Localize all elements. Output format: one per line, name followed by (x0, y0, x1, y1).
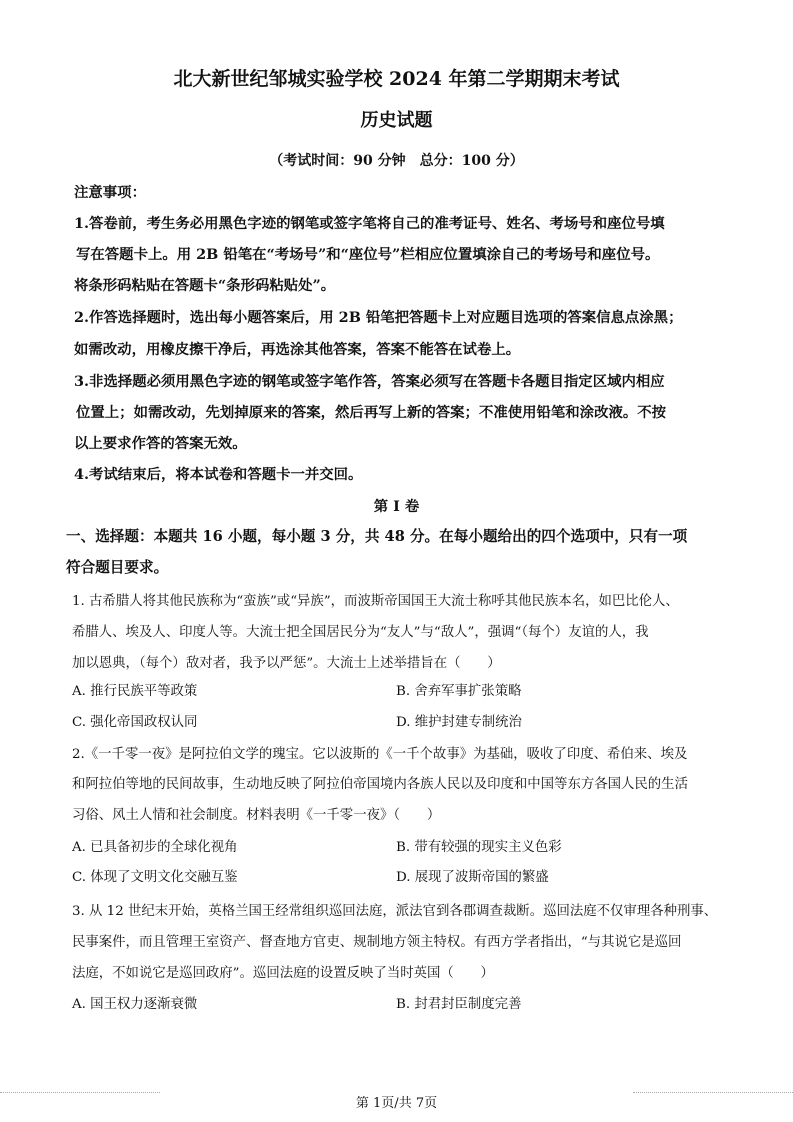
section-heading: 一、选择题：本题共 16 小题，每小题 3 分，共 48 分。在每小题给出的四个选项中，只有一项 (66, 528, 688, 545)
question-text: 和阿拉伯等地的民间故事，生动地反映了阿拉伯帝国境内各族人民以及印度和中国等东方各国人民的生活 (72, 777, 688, 792)
option-a: A. 推行民族平等政策 (72, 684, 198, 699)
notice-heading: 注意事项： (74, 184, 146, 201)
question-text: 2.《一千零一夜》是阿拉伯文学的瑰宝。它以波斯的《一千个故事》为基础，吸收了印度、希伯来、埃及 (72, 747, 688, 762)
exam-info: （考试时间：90 分钟 总分：100 分） (269, 153, 524, 169)
notice-line: 2.作答选择题时，选出每小题答案后，用 2B 铅笔把答题卡上对应题目选项的答案信息点涂黑； (74, 309, 683, 326)
option-c: C. 体现了文明文化交融互鉴 (72, 870, 238, 885)
notice-line: 将条形码粘贴在答题卡“条形码粘贴处”。 (74, 277, 336, 294)
notice-line: 1.答卷前，考生务必用黑色字迹的钢笔或签字笔将自己的准考证号、姓名、考场号和座位号填 (74, 215, 665, 232)
section-heading: 符合题目要求。 (66, 559, 169, 576)
option-d: D. 维护封建专制统治 (396, 715, 522, 730)
question-text: 1. 古希腊人将其他民族称为“蛮族”或“异族”，而波斯帝国国王大流士称呼其他民族本名，如巴比伦人、 (72, 594, 679, 609)
notice-line: 4.考试结束后，将本试卷和答题卡一并交回。 (74, 466, 363, 483)
page-number: 第 1页/共 7页 (355, 1096, 438, 1111)
question-text: 3. 从 12 世纪末开始，英格兰国王经常组织巡回法庭，派法官到各郡调查裁断。巡回法庭不仅审理各种刑事、 (72, 904, 718, 919)
option-a: A. 国王权力逐渐衰微 (72, 997, 198, 1012)
option-d: D. 展现了波斯帝国的繁盛 (396, 870, 549, 885)
notice-line: 以上要求作答的答案无效。 (74, 435, 247, 452)
notice-line: 写在答题卡上。用 2B 铅笔在“考场号”和“座位号”栏相应位置填涂自己的考场号和座位号。 (76, 246, 660, 263)
option-b: B. 带有较强的现实主义色彩 (396, 840, 562, 855)
question-text: 加以恩典，（每个）敌对者，我予以严惩”。大流士上述举措旨在（ ） (72, 656, 501, 671)
question-text: 法庭，不如说它是巡回政府”。巡回法庭的设置反映了当时英国（ ） (72, 966, 494, 981)
question-text: 习俗、风土人情和社会制度。材料表明《一千零一夜》（ ） (72, 808, 441, 823)
exam-subject: 历史试题 (360, 110, 433, 131)
option-b: B. 封君封臣制度完善 (396, 997, 522, 1012)
notice-line: 位置上；如需改动，先划掉原来的答案，然后再写上新的答案；不准使用铅笔和涂改液。不按 (76, 404, 667, 421)
notice-line: 3.非选择题必须用黑色字迹的钢笔或签字笔作答，答案必须写在答题卡各题目指定区域内相应 (74, 373, 665, 390)
volume-label: 第 I 卷 (373, 498, 420, 515)
option-c: C. 强化帝国政权认同 (72, 715, 198, 730)
option-b: B. 舍弃军事扩张策略 (396, 684, 522, 699)
notice-line: 如需改动，用橡皮擦干净后，再选涂其他答案，答案不能答在试卷上。 (74, 341, 521, 358)
question-text: 民事案件，而且管理王室资产、督查地方官吏、规制地方领主特权。有西方学者指出，“与其说它是巡回 (72, 935, 682, 950)
exam-title: 北大新世纪邹城实验学校 2024 年第二学期期末考试 (173, 68, 620, 90)
question-text: 希腊人、埃及人、印度人等。大流士把全国居民分为“友人”与“敌人”，强调“（每个）友谊的人，我 (72, 625, 649, 640)
option-a: A. 已具备初步的全球化视角 (72, 840, 238, 855)
